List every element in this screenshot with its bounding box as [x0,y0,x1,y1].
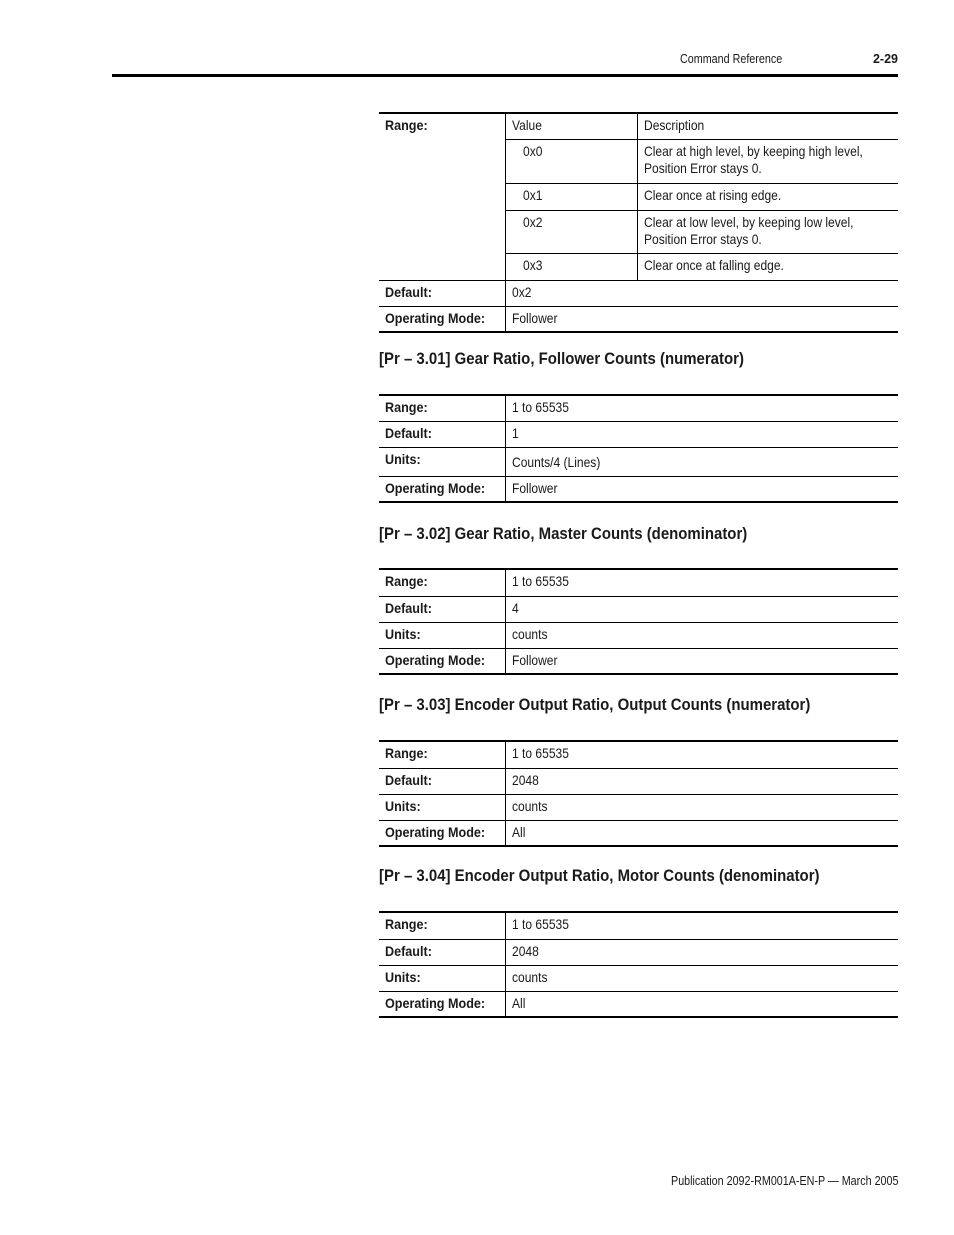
parameter-table-3-02: Range: 1 to 65535 Default: 4 Units: counts Operating Mode: Follower [379,568,898,675]
parameter-heading-3-01: [Pr – 3.01] Gear Ratio, Follower Counts (numerator) [379,349,744,368]
table-row: 0x1 Clear once at rising edge. [379,183,898,210]
page-number: 2-29 [872,52,898,66]
publication-footer: Publication 2092-RM001A-EN-P — March 2005 [670,1174,898,1188]
operating-mode-row: Operating Mode: Follower [379,306,898,332]
default-row: Default: 0x2 [379,280,898,306]
parameter-heading-3-03: [Pr – 3.03] Encoder Output Ratio, Output Counts (numerator) [379,695,811,714]
running-header-section: Command Reference [680,52,783,66]
parameter-table-3-01: Range: 1 to 65535 Default: 1 Units: Counts/4 (Lines) Operating Mode: Follower [379,394,898,503]
parameter-heading-3-02: [Pr – 3.02] Gear Ratio, Master Counts (denominator) [379,524,748,543]
range-label: Range: [379,113,505,280]
header-rule [112,74,898,77]
parameter-table-3-03: Range: 1 to 65535 Default: 2048 Units: counts Operating Mode: All [379,740,898,847]
value-column-header: Value [505,113,637,139]
description-column-header: Description [637,113,898,139]
table-row: 0x0 Clear at high level, by keeping high level, Position Error stays 0. [379,139,898,183]
table-row: 0x3 Clear once at falling edge. [379,253,898,280]
parameter-table-continued [379,112,898,333]
table-row: 0x2 Clear at low level, by keeping low level, Position Error stays 0. [379,210,898,253]
parameter-table-3-04: Range: 1 to 65535 Default: 2048 Units: counts Operating Mode: All [379,911,898,1018]
parameter-heading-3-04: [Pr – 3.04] Encoder Output Ratio, Motor Counts (denominator) [379,866,820,885]
